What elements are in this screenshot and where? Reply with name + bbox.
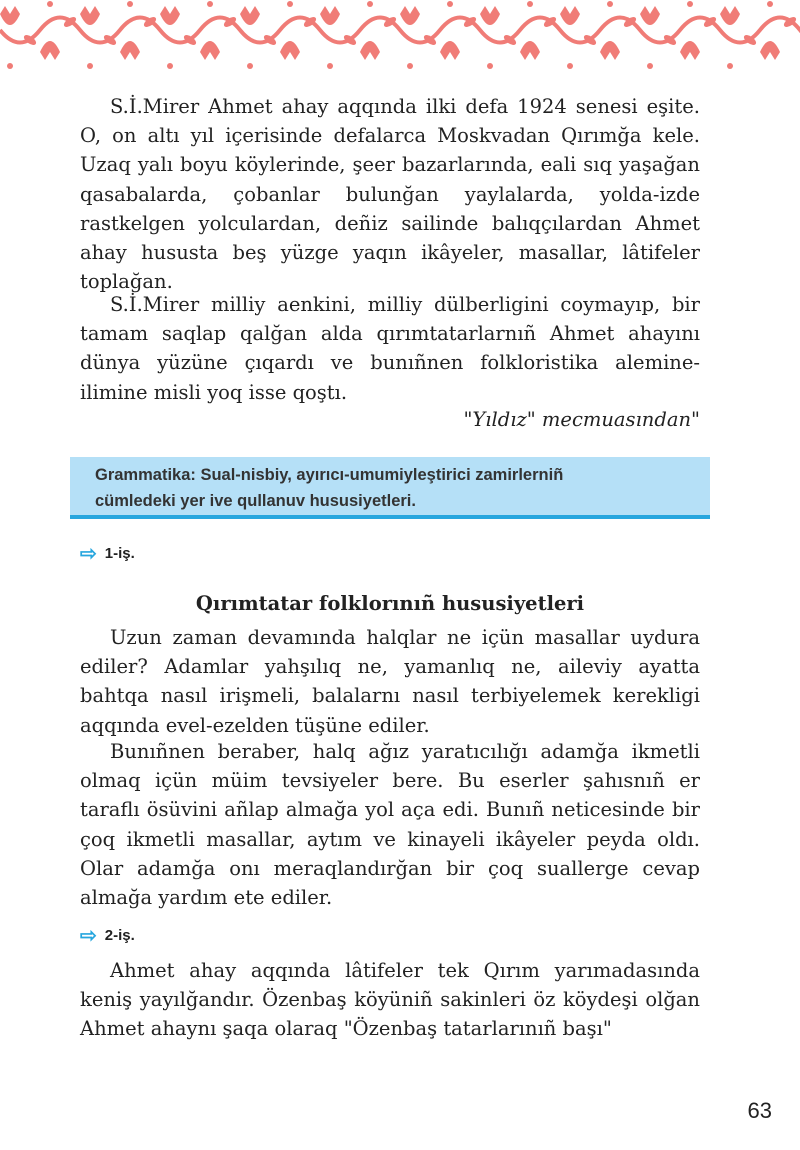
paragraph-mirer-collection: S.İ.Mirer Ahmet ahay aqqında ilki defa 1924 senesi eşite. O, on altı yıl içerisinde defalarca Moskvadan Qırımğa kele. Uzaq yalı boyu köylerinde, şeer bazarlarında, eali sıq yaşağan qasabalarda, çobanlar bulunğan yaylalarda, yolda-izde rastkelgen yolculardan, deñiz sailinde balıqçılardan Ahmet ahay hususta beş yüzge yaqın ikâyeler, masallar, lâtifeler toplağan. [80,95,700,294]
grammar-box [70,457,710,519]
arrow-right-icon: ⇨ [80,543,97,565]
paragraph-mirer-legacy: S.İ.Mirer milliy aenkini, milliy dülberligini coymayıp, bir tamam saqlap qalğan alda qırımtatarlarnıñ Ahmet ahayını dünya yüzüne çıqardı ve bunıñnen folkloristika alemine-ilimine misli yoq isse qoştı. [80,293,700,404]
arrow-right-icon: ⇨ [80,925,97,947]
grammar-title-line1: Grammatika: Sual-nisbiy, ayırıcı-umumiyleştirici zamirlerniñ [95,466,564,484]
task-1 [80,541,135,566]
task-2 [80,923,135,948]
paragraph-folklore-why: Uzun zaman devamında halqlar ne içün masallar uydura ediler? Adamlar yahşılıq ne, yamanlıq ne, aileviy ayatta bahtqa nasıl irişmeli, balalarnı nasıl terbiyelemek kerekligi aqqında evel-ezelden tüşüne ediler. [80,626,700,737]
task-2-label: 2-iş. [104,927,135,944]
paragraph-folklore-wisdom: Bunıñnen beraber, halq ağız yaratıcılığı adamğa ikmetli olmaq içün müim tevsiyeler bere. Bu eserler şahısnıñ er taraflı ösüvini añlap almağa yol aça edi. Bunıñ neticesinde bir çoq ikmetli masallar, aytım ve kinayeli ikâyeler peyda oldı. Olar adamğa onı meraqlandırğan bir çoq suallerge cevap almağa yardım ete ediler. [80,740,700,910]
section-title: Qırımtatar folklorınıñ hususiyetleri [195,592,585,615]
page-number: 63 [747,1098,772,1123]
task-1-label: 1-iş. [104,545,135,562]
source-citation: "Yıldız" mecmuasından" [463,408,700,431]
paragraph-latifeler: Ahmet ahay aqqında lâtifeler tek Qırım yarımadasında keniş yayılğandır. Özenbaş köyüniñ sakinleri öz köydeşi olğan Ahmet ahaynı şaqa olaraq "Özenbaş tatarlarınıñ başı" [80,959,700,1041]
grammar-title-line2: cümledeki yer ive qullanuv hususiyetleri. [95,492,416,510]
floral-ornament-border [0,0,800,78]
